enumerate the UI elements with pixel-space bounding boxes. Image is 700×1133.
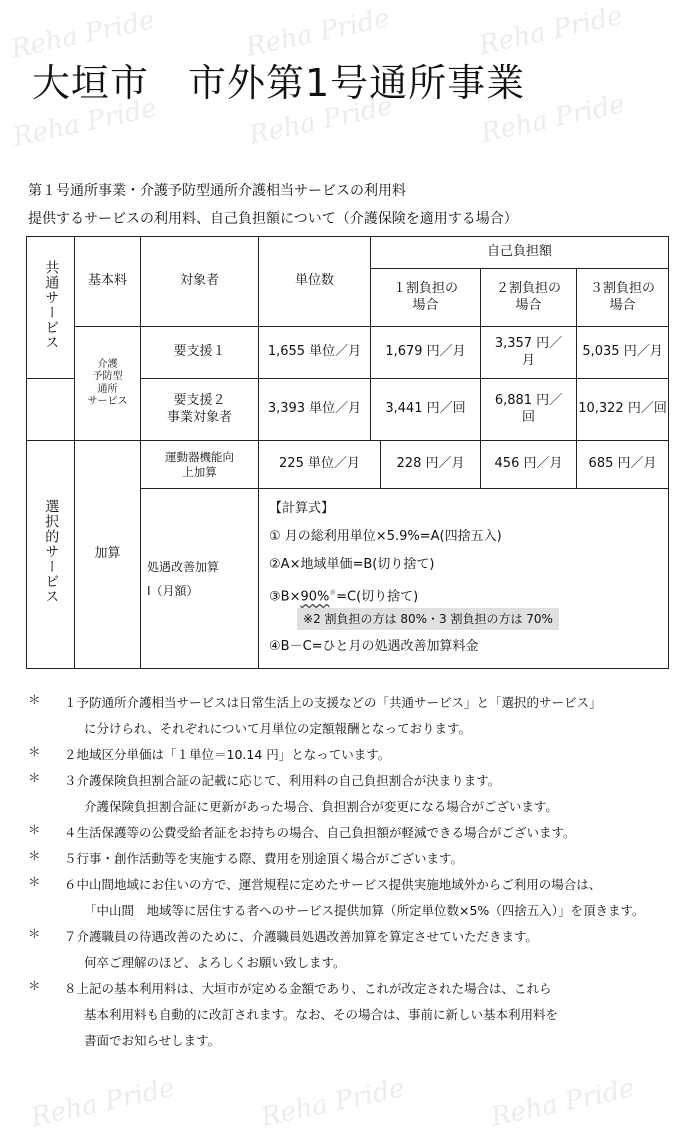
watermark: Reha Pride: [246, 91, 396, 151]
note-item: ＊ ７介護職員の待遇改善のために、介護職員処遇改善加算を算定させていただきます。 何卒ご理解のほど、よろしくお願い致します。: [28, 926, 539, 970]
addition-header: 加算: [75, 441, 141, 669]
note-item: ＊ ６中山間地域にお住いの方で、運営規程に定めたサービス提供実施地域外からご利用の場合は、 「中山間 地域等に居住する者へのサービス提供加算（所定単位数×5%（四捨五入）」を頂きます。: [28, 874, 645, 918]
subtitle-self-pay: 提供するサービスの利用料、自己負担額について（介護保険を適用する場合）: [28, 211, 518, 227]
calc-step-3: ③B×90%※=C(切り捨て): [269, 588, 419, 605]
calc-step-4: ④B－C=ひと月の処遇改善加算料金: [269, 639, 479, 654]
notes-list: [28, 690, 696, 1054]
note-item: ＊ ８上記の基本利用料は、大垣市が定める金額であり、これが改定された場合は、これら 基本利用料も自動的に改訂されます。なお、その場合は、事前に新しい基本利用料を 書面でお知らせします。: [28, 978, 559, 1048]
pay-10-cell: 1,679 円／月: [371, 327, 481, 379]
motor-pay-10-cell: 228 円／月: [381, 441, 481, 489]
pay-30-header: ３割負担の 場合: [577, 269, 669, 327]
watermark: Reha Pride: [258, 1073, 408, 1133]
common-service-blank: [27, 379, 75, 441]
watermark: Reha Pride: [478, 89, 628, 149]
motor-pay-20-cell: 456 円／月: [481, 441, 577, 489]
note-item: ＊ ５行事・創作活動等を実施する際、費用を別途頂く場合がございます。: [28, 848, 464, 866]
fee-table: [26, 236, 669, 669]
pay-30-cell: 5,035 円／月: [577, 327, 669, 379]
pay-10-cell: 3,441 円／回: [371, 379, 481, 441]
target-header: 対象者: [141, 237, 259, 327]
pay-20-cell: 3,357 円／ 月: [481, 327, 577, 379]
note-item: ＊ ３介護保険負担割合証の記載に応じて、利用料の自己負担割合が決まります。 介護保険負担割合証に更新があった場合、負担割合が変更になる場合がございます。: [28, 770, 558, 814]
basic-fee-header: 基本料: [75, 237, 141, 327]
calc-note-highlight: ※2 割負担の方は 80%・3 割負担の方は 70%: [297, 608, 559, 630]
treatment-improvement-cell: 処遇改善加算 Ⅰ（月額）: [141, 489, 259, 669]
pay-10-header: １割負担の 場合: [371, 269, 481, 327]
motor-units-cell: 225 単位／月: [259, 441, 381, 489]
target-cell: 要支援２ 事業対象者: [141, 379, 259, 441]
units-header: 単位数: [259, 237, 371, 327]
watermark: Reha Pride: [488, 1073, 638, 1133]
pay-30-cell: 10,322 円／回: [577, 379, 669, 441]
watermark: Reha Pride: [10, 93, 160, 153]
selective-service-header: 選択的サービス: [27, 441, 75, 669]
common-service-header: 共通サービス: [27, 237, 75, 379]
note-item: ＊ ４生活保護等の公費受給者証をお持ちの場合、自己負担額が軽減できる場合がございます。: [28, 822, 576, 840]
motor-pay-30-cell: 685 円／月: [577, 441, 669, 489]
note-item: ＊ ２地域区分単価は「１単位＝10.14 円」となっています。: [28, 744, 391, 762]
watermark: Reha Pride: [243, 3, 393, 63]
watermark: Reha Pride: [476, 1, 626, 61]
calc-title: 【計算式】: [269, 501, 335, 516]
note-item: ＊ １予防通所介護相当サービスは日常生活上の支援などの「共通サービス」と「選択的サービス」 に分けられ、それぞれについて月単位の定額報酬となっております。: [28, 692, 602, 736]
page-title: 大垣市 市外第1号通所事業: [32, 61, 526, 105]
subtitle-service-fees: 第１号通所事業・介護予防型通所介護相当サービスの利用料: [28, 183, 406, 199]
calc-step-2: ②A×地域単価=B(切り捨て): [269, 557, 435, 572]
target-cell: 要支援１: [141, 327, 259, 379]
self-pay-header: 自己負担額: [371, 237, 669, 269]
service-type-cell: 介護 予防型 通所 サービス: [75, 327, 141, 441]
units-cell: 1,655 単位／月: [259, 327, 371, 379]
motor-function-cell: 運動器機能向 上加算: [141, 441, 259, 489]
calc-formula-cell: [259, 489, 669, 669]
watermark: Reha Pride: [28, 1073, 178, 1133]
pay-20-cell: 6,881 円／ 回: [481, 379, 577, 441]
watermark: Reha Pride: [8, 5, 158, 65]
pay-20-header: ２割負担の 場合: [481, 269, 577, 327]
units-cell: 3,393 単位／月: [259, 379, 371, 441]
calc-step-1: ① 月の総利用単位×5.9%=A(四捨五入): [269, 529, 502, 544]
